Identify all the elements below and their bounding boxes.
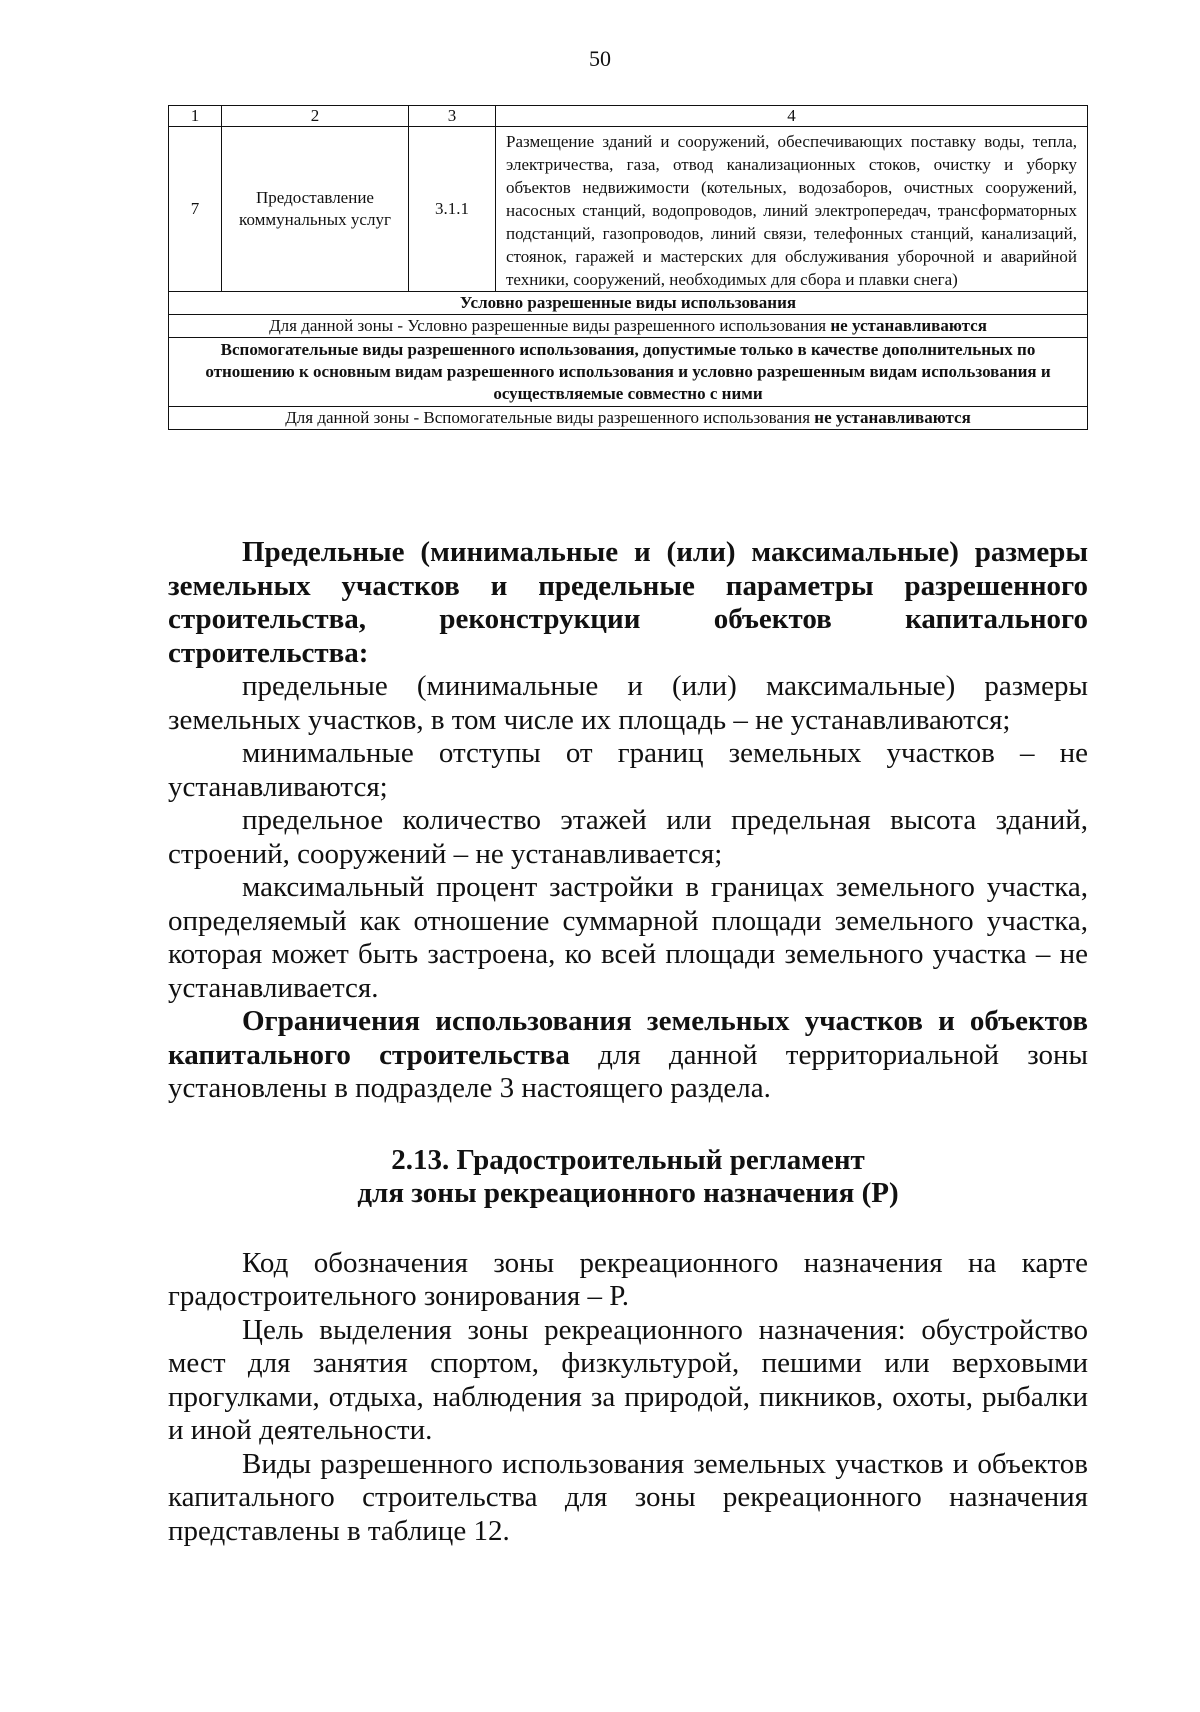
auxiliary-note-row: [169, 407, 1088, 430]
auxiliary-note: [169, 407, 1088, 430]
restrictions-paragraph: [168, 1005, 1088, 1106]
page-number: 50: [589, 46, 611, 71]
table-header-row: [169, 106, 1088, 127]
use-code: 3.1.1: [409, 127, 496, 292]
section-title: [168, 1144, 1088, 1211]
conditional-note-suffix: не устанавливаются: [830, 316, 987, 335]
paragraph: максимальный процент застройки в границах земельного участка, определяемый как отношение суммарной площади земельного участка, которая может быть застроена, ко всей площади земельного участка – не устанавливается.: [168, 871, 1088, 1004]
use-description: Размещение зданий и сооружений, обеспечивающих поставку воды, тепла, электричества, газа, отвод канализационных стоков, очистку и уборку объектов недвижимости (котельных, водозаборов, очистных сооружений, насосных станций, водопроводов, линий электропередач, трансформаторных подстанций, газопроводов, линий связи, телефонных станций, канализаций, стоянок, гаражей и мастерских для обслуживания уборочной и аварийной техники, сооружений, необходимых для сбора и плавки снега): [496, 127, 1088, 292]
auxiliary-heading: Вспомогательные виды разрешенного использования, допустимые только в качестве дополнительных по отношению к основным видам разрешенного использования и условно разрешенным видам использования и осуществляемые совместно с ними: [169, 338, 1088, 407]
header-cell: 1: [169, 106, 222, 127]
paragraph: минимальные отступы от границ земельных участков – не устанавливаются;: [168, 737, 1088, 803]
conditional-note-row: [169, 315, 1088, 338]
header-cell: 4: [496, 106, 1088, 127]
paragraph: предельное количество этажей или предельная высота зданий, строений, сооружений – не устанавливается;: [168, 804, 1088, 870]
auxiliary-note-prefix: Для данной зоны - Вспомогательные виды разрешенного использования: [285, 408, 811, 427]
paragraph: предельные (минимальные и (или) максимальные) размеры земельных участков, в том числе их площадь – не устанавливаются;: [168, 670, 1088, 736]
paragraph: Виды разрешенного использования земельных участков и объектов капитального строительства для зоны рекреационного назначения представлены в таблице 12.: [168, 1447, 1088, 1547]
restrictions-rest: для данной территориальной зоны установлены в подразделе 3 настоящего раздела.: [168, 1038, 1089, 1104]
paragraph: Цель выделения зоны рекреационного назначения: обустройство мест для занятия спортом, физкультурой, пешими или верховыми прогулками, отдыха, наблюдения за природой, пикников, охоты, рыбалки и иной деятельности.: [168, 1313, 1088, 1446]
use-name: Предоставление коммунальных услуг: [222, 127, 409, 292]
row-number: 7: [169, 127, 222, 292]
auxiliary-note-suffix: не устанавливаются: [814, 408, 971, 427]
section-title-line2: для зоны рекреационного назначения (Р): [357, 1177, 899, 1209]
auxiliary-heading-row: [169, 338, 1088, 407]
restrictions-bold: Ограничения использования земельных участков и объектов капитального строительства: [168, 1005, 1088, 1071]
limits-heading: Предельные (минимальные и (или) максимальные) размеры земельных участков и предельные параметры разрешенного строительства, реконструкции объектов капитального строительства:: [168, 536, 1088, 669]
header-cell: 2: [222, 106, 409, 127]
document-body: [168, 536, 1088, 1548]
table-row: [169, 127, 1088, 292]
conditional-heading: Условно разрешенные виды использования: [169, 292, 1088, 315]
section-title-line1: 2.13. Градостроительный регламент: [391, 1143, 865, 1176]
header-cell: 3: [409, 106, 496, 127]
paragraph: Код обозначения зоны рекреационного назначения на карте градостроительного зонирования – Р.: [168, 1246, 1088, 1312]
conditional-note: [169, 315, 1088, 338]
land-use-table: [168, 105, 1088, 430]
conditional-heading-row: [169, 292, 1088, 315]
conditional-note-prefix: Для данной зоны - Условно разрешенные виды разрешенного использования: [269, 316, 827, 335]
